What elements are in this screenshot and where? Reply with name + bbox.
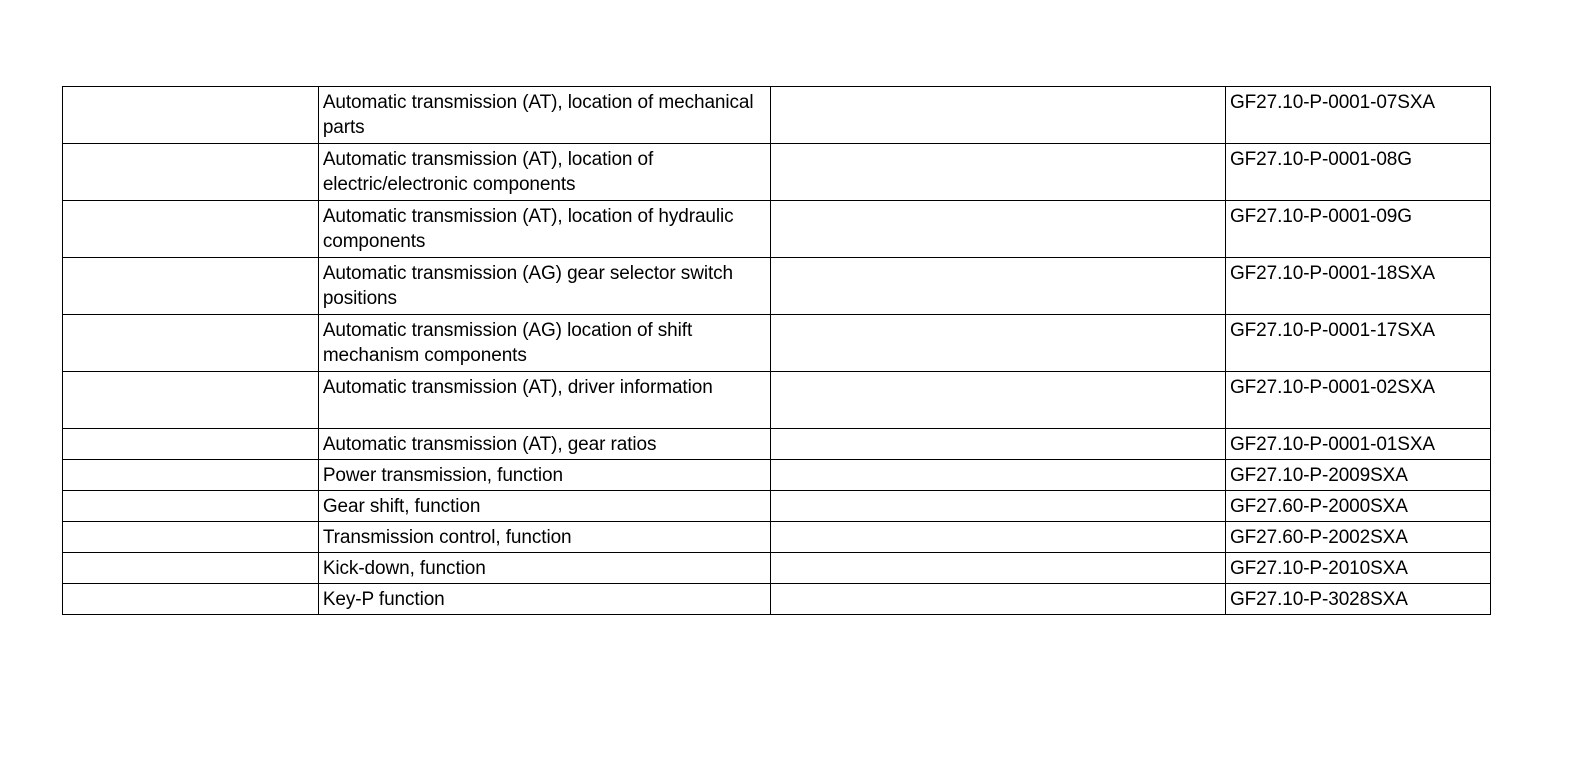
document-title-cell: Automatic transmission (AG) location of shift mechanism components [318,315,771,372]
blank-cell [771,87,1226,144]
document-title-cell: Automatic transmission (AT), location of hydraulic components [318,201,771,258]
document-title-cell: Automatic transmission (AT), location of mechanical parts [318,87,771,144]
document-title-cell: Power transmission, function [318,460,771,491]
document-title-cell: Transmission control, function [318,522,771,553]
document-reference-cell: GF27.60-P-2002SXA [1225,522,1490,553]
document-reference-cell: GF27.60-P-2000SXA [1225,491,1490,522]
table-row [63,553,1491,584]
document-title-cell: Automatic transmission (AG) gear selector switch positions [318,258,771,315]
blank-cell [771,429,1226,460]
table-row [63,315,1491,372]
document-reference-cell: GF27.10-P-0001-18SXA [1225,258,1490,315]
blank-cell [63,87,319,144]
document-reference-cell: GF27.10-P-2009SXA [1225,460,1490,491]
document-title-cell: Automatic transmission (AT), location of electric/electronic components [318,144,771,201]
blank-cell [771,553,1226,584]
document-reference-cell: GF27.10-P-0001-08G [1225,144,1490,201]
blank-cell [771,372,1226,429]
table-row [63,201,1491,258]
document-reference-cell: GF27.10-P-0001-07SXA [1225,87,1490,144]
blank-cell [771,522,1226,553]
blank-cell [63,491,319,522]
document-reference-cell: GF27.10-P-3028SXA [1225,584,1490,615]
table-row [63,87,1491,144]
document-reference-cell: GF27.10-P-0001-09G [1225,201,1490,258]
table-row [63,372,1491,429]
document-reference-cell: GF27.10-P-0001-17SXA [1225,315,1490,372]
table-row [63,429,1491,460]
blank-cell [63,584,319,615]
blank-cell [771,584,1226,615]
blank-cell [63,522,319,553]
blank-cell [771,144,1226,201]
blank-cell [771,460,1226,491]
blank-cell [771,201,1226,258]
document-title-cell: Automatic transmission (AT), driver information [318,372,771,429]
table-row [63,258,1491,315]
document-title-cell: Key-P function [318,584,771,615]
blank-cell [63,553,319,584]
blank-cell [63,429,319,460]
table-row [63,144,1491,201]
document-reference-table [62,86,1491,615]
blank-cell [63,144,319,201]
table-row [63,584,1491,615]
document-reference-cell: GF27.10-P-0001-02SXA [1225,372,1490,429]
document-reference-cell: GF27.10-P-2010SXA [1225,553,1490,584]
blank-cell [63,372,319,429]
document-title-cell: Automatic transmission (AT), gear ratios [318,429,771,460]
blank-cell [771,315,1226,372]
blank-cell [63,315,319,372]
blank-cell [63,201,319,258]
blank-cell [63,460,319,491]
document-reference-cell: GF27.10-P-0001-01SXA [1225,429,1490,460]
document-title-cell: Kick-down, function [318,553,771,584]
table-row [63,491,1491,522]
blank-cell [771,258,1226,315]
document-title-cell: Gear shift, function [318,491,771,522]
blank-cell [63,258,319,315]
blank-cell [771,491,1226,522]
table-row [63,460,1491,491]
table-row [63,522,1491,553]
